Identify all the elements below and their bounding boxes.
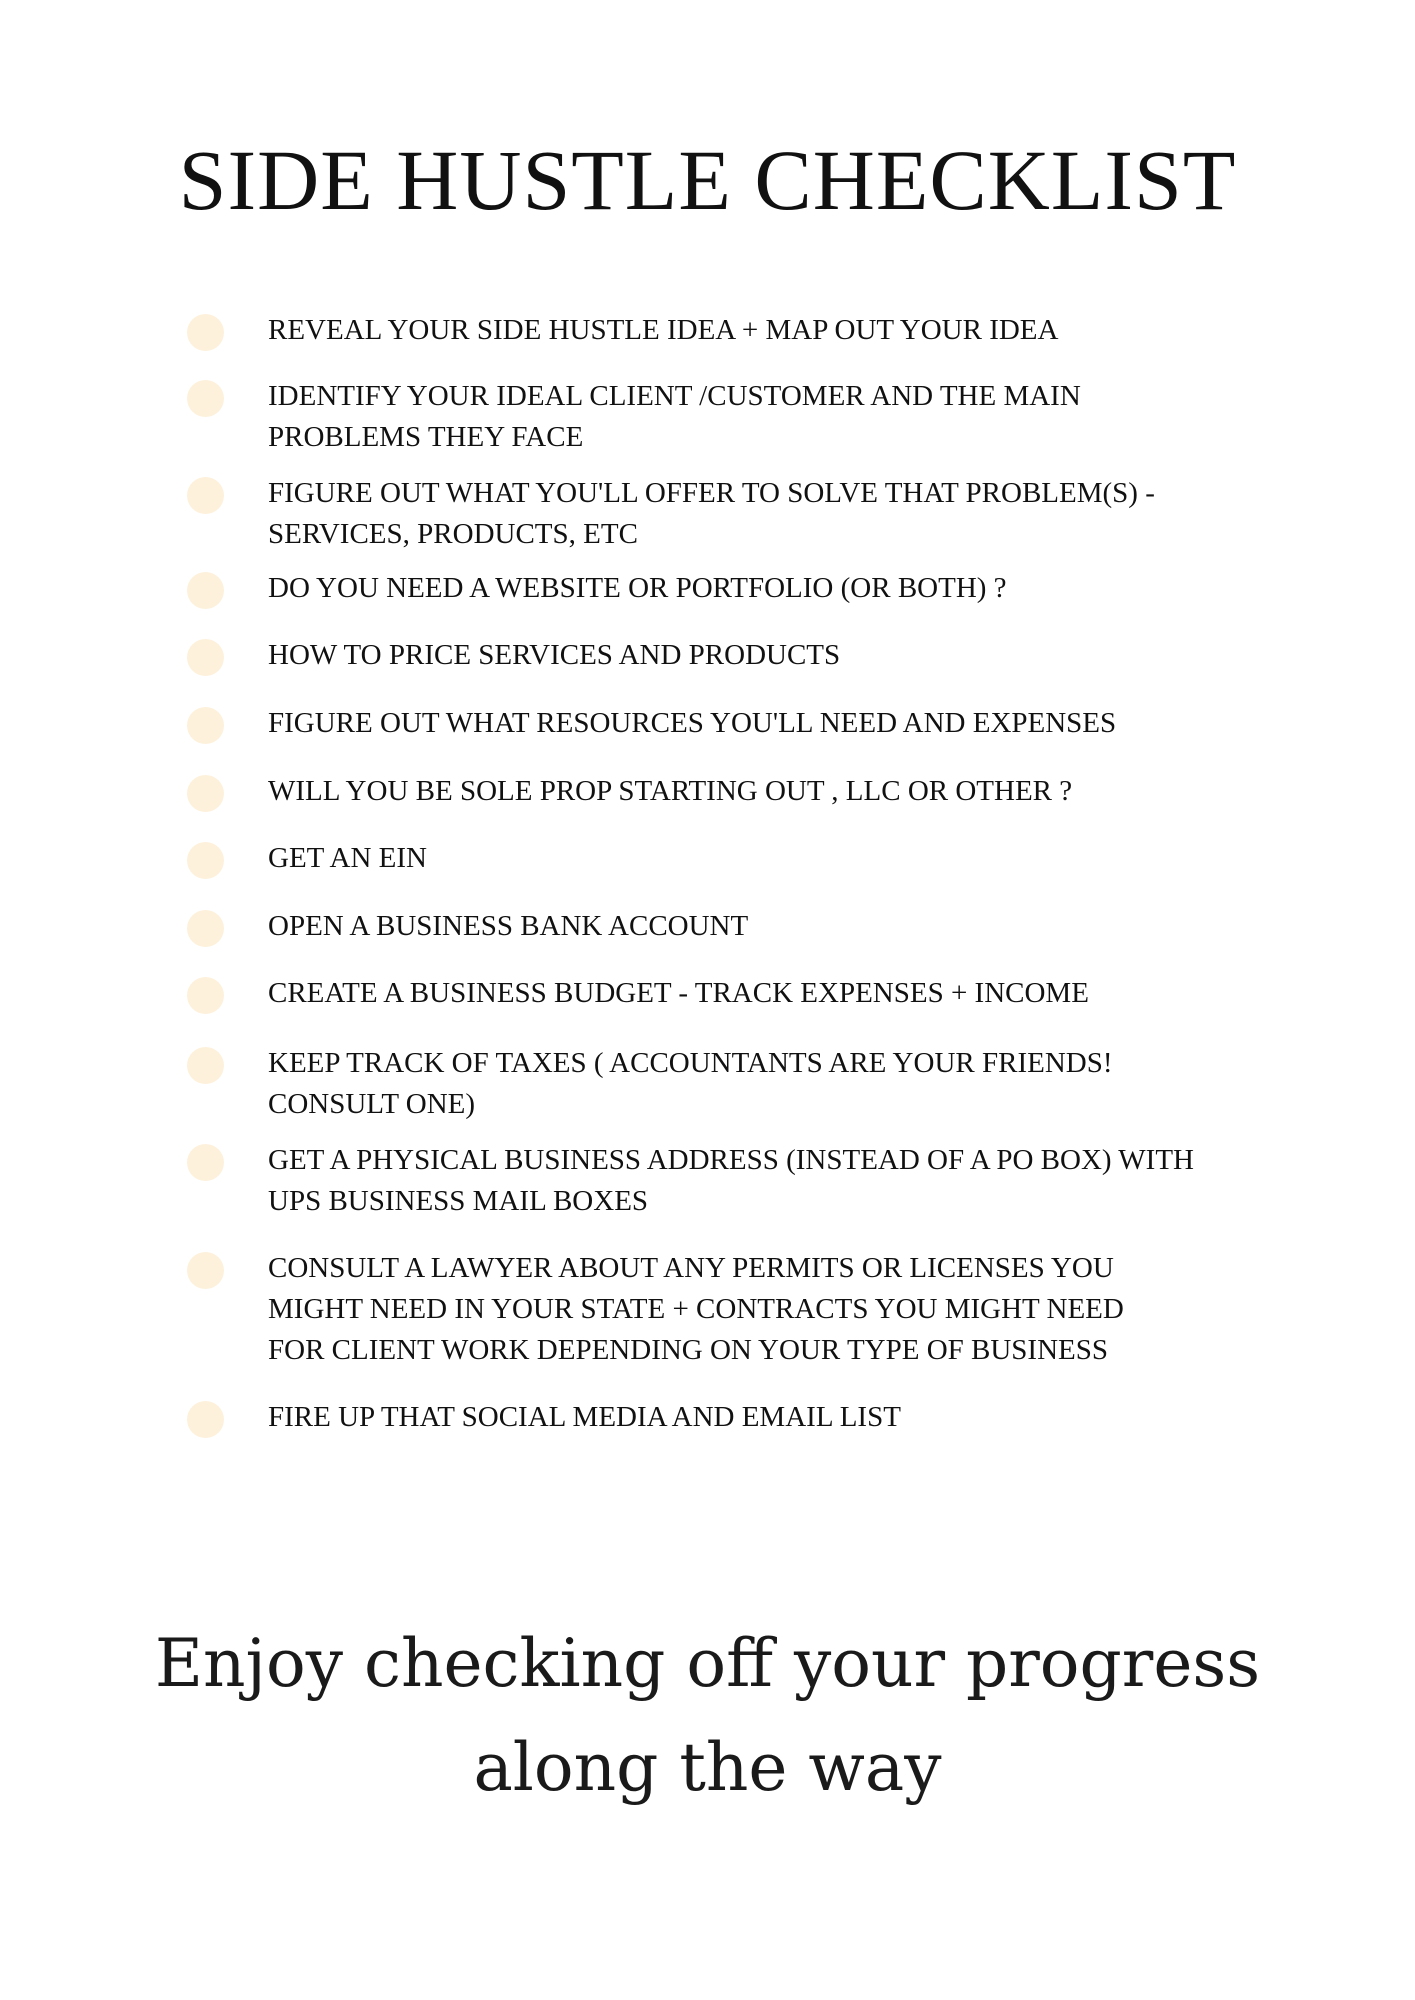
checkbox-circle-icon[interactable]	[187, 1401, 224, 1438]
checklist-item-label: CONSULT A LAWYER ABOUT ANY PERMITS OR LICENSES YOU MIGHT NEED IN YOUR STATE + CONTRACTS YOU MIGHT NEED FOR CLIENT WORK DEPENDING ON YOUR TYPE OF BUSINESS	[268, 1252, 1124, 1366]
checklist-item-label: HOW TO PRICE SERVICES AND PRODUCTS	[268, 639, 841, 671]
checklist-item-label: GET AN EIN	[268, 842, 427, 874]
checkbox-circle-icon[interactable]	[187, 572, 224, 609]
checklist-item-label: GET A PHYSICAL BUSINESS ADDRESS (INSTEAD OF A PO BOX) WITH UPS BUSINESS MAIL BOXES	[268, 1144, 1194, 1217]
closing-message: Enjoy checking off your progress along the way	[154, 1625, 1261, 1806]
checklist-item-label: OPEN A BUSINESS BANK ACCOUNT	[268, 910, 749, 942]
checkbox-circle-icon[interactable]	[187, 842, 224, 879]
checklist-item-label: FIGURE OUT WHAT YOU'LL OFFER TO SOLVE THAT PROBLEM(S) - SERVICES, PRODUCTS, ETC	[268, 477, 1155, 550]
checkbox-circle-icon[interactable]	[187, 910, 224, 947]
checklist-item-label: WILL YOU BE SOLE PROP STARTING OUT , LLC OR OTHER ?	[268, 775, 1073, 807]
checklist-item-label: KEEP TRACK OF TAXES ( ACCOUNTANTS ARE YOUR FRIENDS! CONSULT ONE)	[268, 1047, 1113, 1120]
checkbox-circle-icon[interactable]	[187, 1047, 224, 1084]
checklist-item-label: FIRE UP THAT SOCIAL MEDIA AND EMAIL LIST	[268, 1401, 901, 1433]
checklist-item-label: CREATE A BUSINESS BUDGET - TRACK EXPENSES + INCOME	[268, 977, 1089, 1009]
checkbox-circle-icon[interactable]	[187, 1252, 224, 1289]
checkbox-circle-icon[interactable]	[187, 775, 224, 812]
checkbox-circle-icon[interactable]	[187, 977, 224, 1014]
checklist-item-label: DO YOU NEED A WEBSITE OR PORTFOLIO (OR BOTH) ?	[268, 572, 1007, 604]
checklist-item-label: FIGURE OUT WHAT RESOURCES YOU'LL NEED AND EXPENSES	[268, 707, 1117, 739]
checkbox-circle-icon[interactable]	[187, 639, 224, 676]
checkbox-circle-icon[interactable]	[187, 380, 224, 417]
checklist-item-label: IDENTIFY YOUR IDEAL CLIENT /CUSTOMER AND THE MAIN PROBLEMS THEY FACE	[268, 380, 1081, 453]
checkbox-circle-icon[interactable]	[187, 1144, 224, 1181]
checkbox-circle-icon[interactable]	[187, 314, 224, 351]
checkbox-circle-icon[interactable]	[187, 477, 224, 514]
checkbox-circle-icon[interactable]	[187, 707, 224, 744]
page-title: SIDE HUSTLE CHECKLIST	[178, 132, 1237, 228]
checklist-item-label: REVEAL YOUR SIDE HUSTLE IDEA + MAP OUT YOUR IDEA	[268, 314, 1059, 346]
